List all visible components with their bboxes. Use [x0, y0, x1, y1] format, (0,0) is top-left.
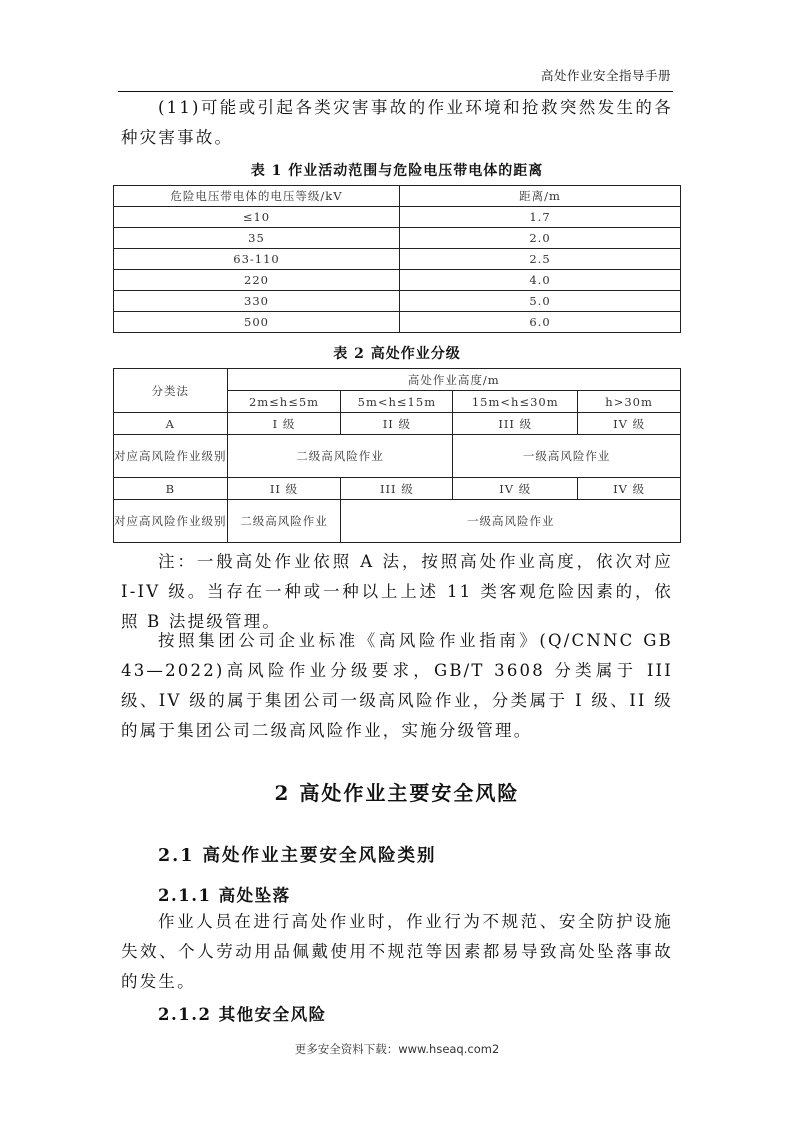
height-range-cell: 5m<h≤15m: [341, 391, 453, 413]
table-row: [114, 270, 681, 291]
standard-paragraph: 按照集团公司企业标准《高风险作业指南》(Q/CNNC GB 43—2022)高风险作业分级要求，GB/T 3608 分类属于 III 级、IV 级的属于集团公司一级高风险作业，分类属于 I 级、II 级的属于集团公司二级高风险作业，实施分级管理。: [121, 631, 673, 740]
table-row: [114, 312, 681, 333]
table-cell: III 级: [453, 413, 578, 435]
table-row-b-risk: [114, 500, 681, 543]
height-range-cell: 15m<h≤30m: [453, 391, 578, 413]
table-cell: IV 级: [578, 413, 681, 435]
table-cell: 2.0: [400, 228, 681, 249]
table-cell: 一级高风险作业: [453, 435, 681, 478]
height-header-cell: 高处作业高度/m: [227, 369, 680, 391]
running-header-title: 高处作业安全指导手册: [540, 68, 671, 83]
table-cell: 330: [114, 291, 400, 312]
section-2-1-2-heading: 2.1.2 其他安全风险: [158, 1005, 327, 1024]
table-cell: 63-110: [114, 249, 400, 270]
section-2-1-heading: 2.1 高处作业主要安全风险类别: [158, 846, 437, 866]
height-range-cell: 2m≤h≤5m: [227, 391, 341, 413]
table-cell: III 级: [341, 478, 453, 500]
table-cell: 35: [114, 228, 400, 249]
table2-caption: 表 2 高处作业分级: [333, 346, 461, 362]
voltage-distance-table: [113, 185, 681, 333]
method-header-cell: 分类法: [114, 369, 228, 413]
table-header-row: [114, 369, 681, 391]
note-paragraph: 注：一般高处作业依照 A 法，按照高处作业高度，依次对应 I-IV 级。当存在一种或一种以上上述 11 类客观危险因素的，依照 B 法提级管理。: [121, 552, 673, 631]
section-2-heading: 2 高处作业主要安全风险: [274, 781, 520, 805]
table-cell: 一级高风险作业: [341, 500, 681, 543]
table-cell: I 级: [227, 413, 341, 435]
table-cell: 4.0: [400, 270, 681, 291]
table-cell: 2.5: [400, 249, 681, 270]
table-cell: A: [114, 413, 228, 435]
table-row-b: [114, 478, 681, 500]
table-cell: 220: [114, 270, 400, 291]
table-row: [114, 249, 681, 270]
table-cell: ≤10: [114, 207, 400, 228]
table-cell: 对应高风险作业级别: [114, 500, 228, 543]
table-row: [114, 207, 681, 228]
table-cell: 5.0: [400, 291, 681, 312]
section-2-1-1-heading: 2.1.1 高处坠落: [158, 886, 291, 905]
table-header-cell: 距离/m: [400, 186, 681, 207]
table-cell: 500: [114, 312, 400, 333]
table-header-row: [114, 186, 681, 207]
page-footer: 更多安全资料下载：www.hseaq.com2: [294, 1042, 500, 1056]
table-row: [114, 228, 681, 249]
table-header-cell: 危险电压带电体的电压等级/kV: [114, 186, 400, 207]
table-cell: II 级: [227, 478, 341, 500]
header-rule: [118, 91, 673, 92]
table-cell: B: [114, 478, 228, 500]
height-classification-table: [113, 368, 681, 543]
table-cell: IV 级: [453, 478, 578, 500]
table-cell: 1.7: [400, 207, 681, 228]
table-cell: 对应高风险作业级别: [114, 435, 228, 478]
section-2-1-1-body: 作业人员在进行高处作业时，作业行为不规范、安全防护设施失效、个人劳动用品佩戴使用不规范等因素都易导致高处坠落事故的发生。: [121, 912, 673, 991]
table-row: [114, 291, 681, 312]
table-cell: 二级高风险作业: [227, 435, 453, 478]
height-range-cell: h>30m: [578, 391, 681, 413]
table-row-a: [114, 413, 681, 435]
intro-paragraph: (11)可能或引起各类灾害事故的作业环境和抢救突然发生的各种灾害事故。: [121, 98, 673, 147]
table-cell: II 级: [341, 413, 453, 435]
table1-caption: 表 1 作业活动范围与危险电压带电体的距离: [250, 163, 544, 179]
table-cell: IV 级: [578, 478, 681, 500]
table-cell: 6.0: [400, 312, 681, 333]
table-row-a-risk: [114, 435, 681, 478]
table-cell: 二级高风险作业: [227, 500, 341, 543]
